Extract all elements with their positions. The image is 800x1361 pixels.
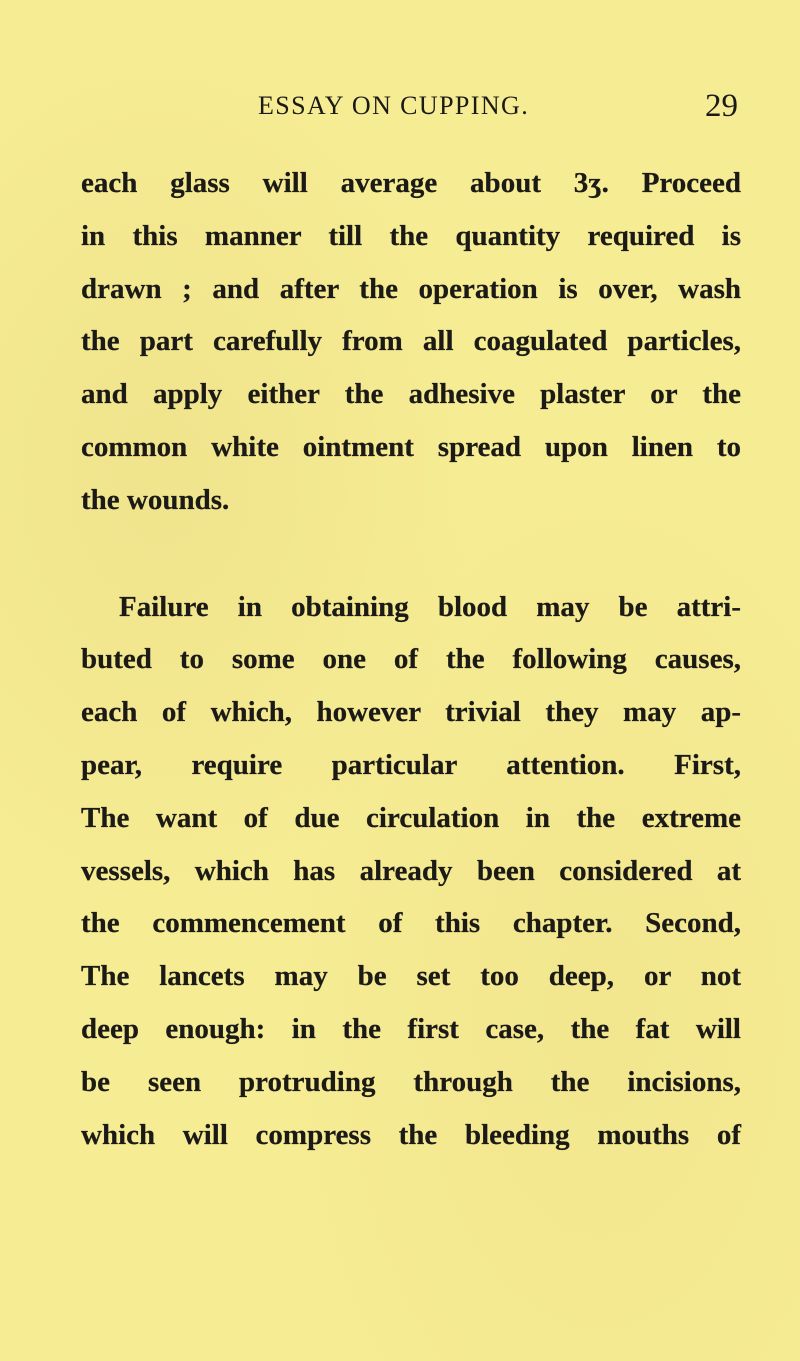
text-line: common white ointment spread upon linen to (81, 430, 741, 463)
text-line: in this manner till the quantity required is (81, 219, 741, 252)
text-line: each glass will average about 3ʒ. Proceed (81, 167, 741, 199)
running-title: ESSAY ON CUPPING. (258, 91, 530, 120)
paragraph-1 (81, 157, 741, 527)
paragraph-gap (81, 527, 741, 581)
text-line: be seen protruding through the incisions, (81, 1065, 741, 1098)
text-line: pear, require particular attention. First, (81, 748, 741, 781)
text-line: deep enough: in the first case, the fat will (81, 1012, 741, 1045)
text-line: vessels, which has already been considered at (81, 854, 741, 887)
text-line: Failure in obtaining blood may be attri- (119, 590, 741, 623)
paragraph-2 (81, 581, 741, 1162)
text-line: which will compress the bleeding mouths of (81, 1118, 741, 1151)
text-line: The want of due circulation in the extreme (81, 801, 741, 834)
text-line: The lancets may be set too deep, or not (81, 960, 741, 993)
text-line: each of which, however trivial they may ap- (81, 696, 741, 729)
text-line: buted to some one of the following causes, (81, 643, 741, 676)
page-number: 29 (705, 88, 738, 124)
body-text (81, 157, 741, 1161)
text-line: the commencement of this chapter. Second, (81, 907, 741, 940)
text-line: drawn ; and after the operation is over, wash (81, 272, 741, 305)
text-line: the wounds. (81, 483, 230, 516)
page-header (258, 86, 738, 126)
text-line: and apply either the adhesive plaster or the (81, 378, 741, 411)
text-line: the part carefully from all coagulated particles, (81, 325, 741, 358)
